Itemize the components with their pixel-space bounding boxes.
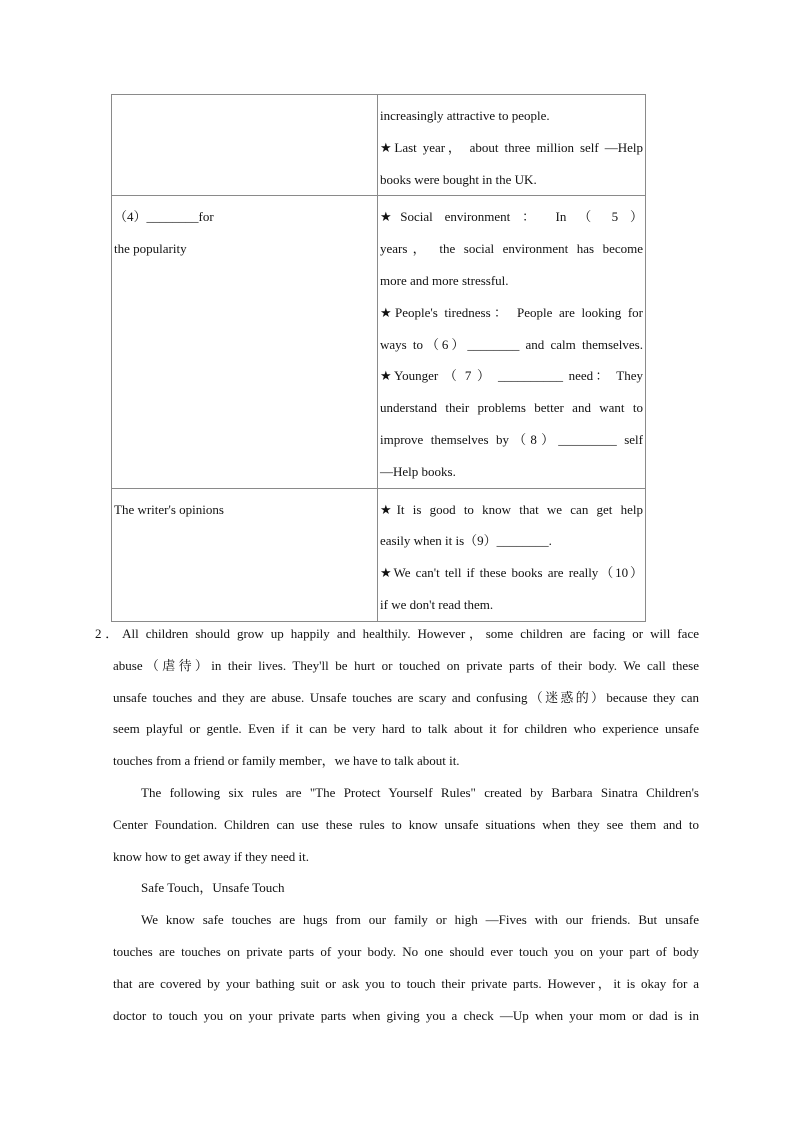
summary-table xyxy=(111,94,646,622)
cell-text: ★Social environment ： In （ 5 ） xyxy=(380,209,643,225)
cell-text: ★People's tiredness： People are looking for xyxy=(380,304,643,320)
passage-line: abuse（虐待）in their lives. They'll be hurt or touched on private parts of their body. We call these xyxy=(113,657,699,673)
question-number: 2． xyxy=(95,626,123,641)
table-cell-left xyxy=(112,196,378,488)
passage-line: The following six rules are "The Protect Yourself Rules" created by Barbara Sinatra Children's xyxy=(141,784,699,800)
table-row xyxy=(112,196,646,488)
passage-line: Center Foundation. Children can use these rules to know unsafe situations when they see them and to xyxy=(113,816,699,832)
table-row xyxy=(112,488,646,621)
passage-line: 2．All children should grow up happily and healthily. However，some children are facing or will face xyxy=(95,626,699,641)
passage-line: touches from a friend or family member，we have to talk about it. xyxy=(113,753,460,769)
cell-text: the popularity xyxy=(114,241,187,257)
cell-text: —Help books. xyxy=(380,463,456,479)
cell-text: ★It is good to know that we can get help xyxy=(380,501,643,517)
passage-line: know how to get away if they need it. xyxy=(113,848,310,864)
table-cell-left xyxy=(112,95,378,196)
cell-text: easily when it is（9）________. xyxy=(380,533,552,549)
cell-text: ★Last year， about three million self —Help xyxy=(380,139,643,155)
passage-line: We know safe touches are hugs from our family or high —Fives with our friends. But unsafe xyxy=(141,912,699,928)
blank-label: （4）________for xyxy=(114,209,214,225)
table-cell-left xyxy=(112,488,378,621)
passage-line: doctor to touch you on your private parts when giving you a check —Up when your mom or dad is in xyxy=(113,1007,699,1023)
passage-line: seem playful or gentle. Even if it can be very hard to talk about it for children who experience unsafe xyxy=(113,721,699,737)
cell-text: ★We can't tell if these books are really（10） xyxy=(380,565,643,581)
table-row xyxy=(112,95,646,196)
section-heading: Safe Touch，Unsafe Touch xyxy=(141,880,285,896)
table-cell-right xyxy=(378,488,646,621)
reading-passage xyxy=(95,618,699,1031)
cell-text: improve themselves by（8）_________ self xyxy=(380,431,643,447)
table-cell-right xyxy=(378,196,646,488)
table-cell-right xyxy=(378,95,646,196)
cell-text: more and more stressful. xyxy=(380,272,509,288)
cell-text: The writer's opinions xyxy=(114,501,224,517)
cell-text: years， the social environment has become xyxy=(380,241,643,257)
cell-text: increasingly attractive to people. xyxy=(380,108,550,123)
cell-text: books were bought in the UK. xyxy=(380,171,537,187)
cell-text: ★Younger （ 7 ） __________ need： They xyxy=(380,368,643,384)
passage-line: touches are touches on private parts of your body. No one should ever touch you on your part of body xyxy=(113,943,699,959)
cell-text: understand their problems better and want to xyxy=(380,400,643,416)
passage-line: that are covered by your bathing suit or ask you to touch their private parts. However，it is okay for a xyxy=(113,975,699,991)
passage-line: unsafe touches and they are abuse. Unsafe touches are scary and confusing（迷惑的）because they can xyxy=(113,689,699,705)
cell-text: ways to（6）________ and calm themselves. xyxy=(380,336,643,352)
cell-text: if we don't read them. xyxy=(380,596,494,612)
